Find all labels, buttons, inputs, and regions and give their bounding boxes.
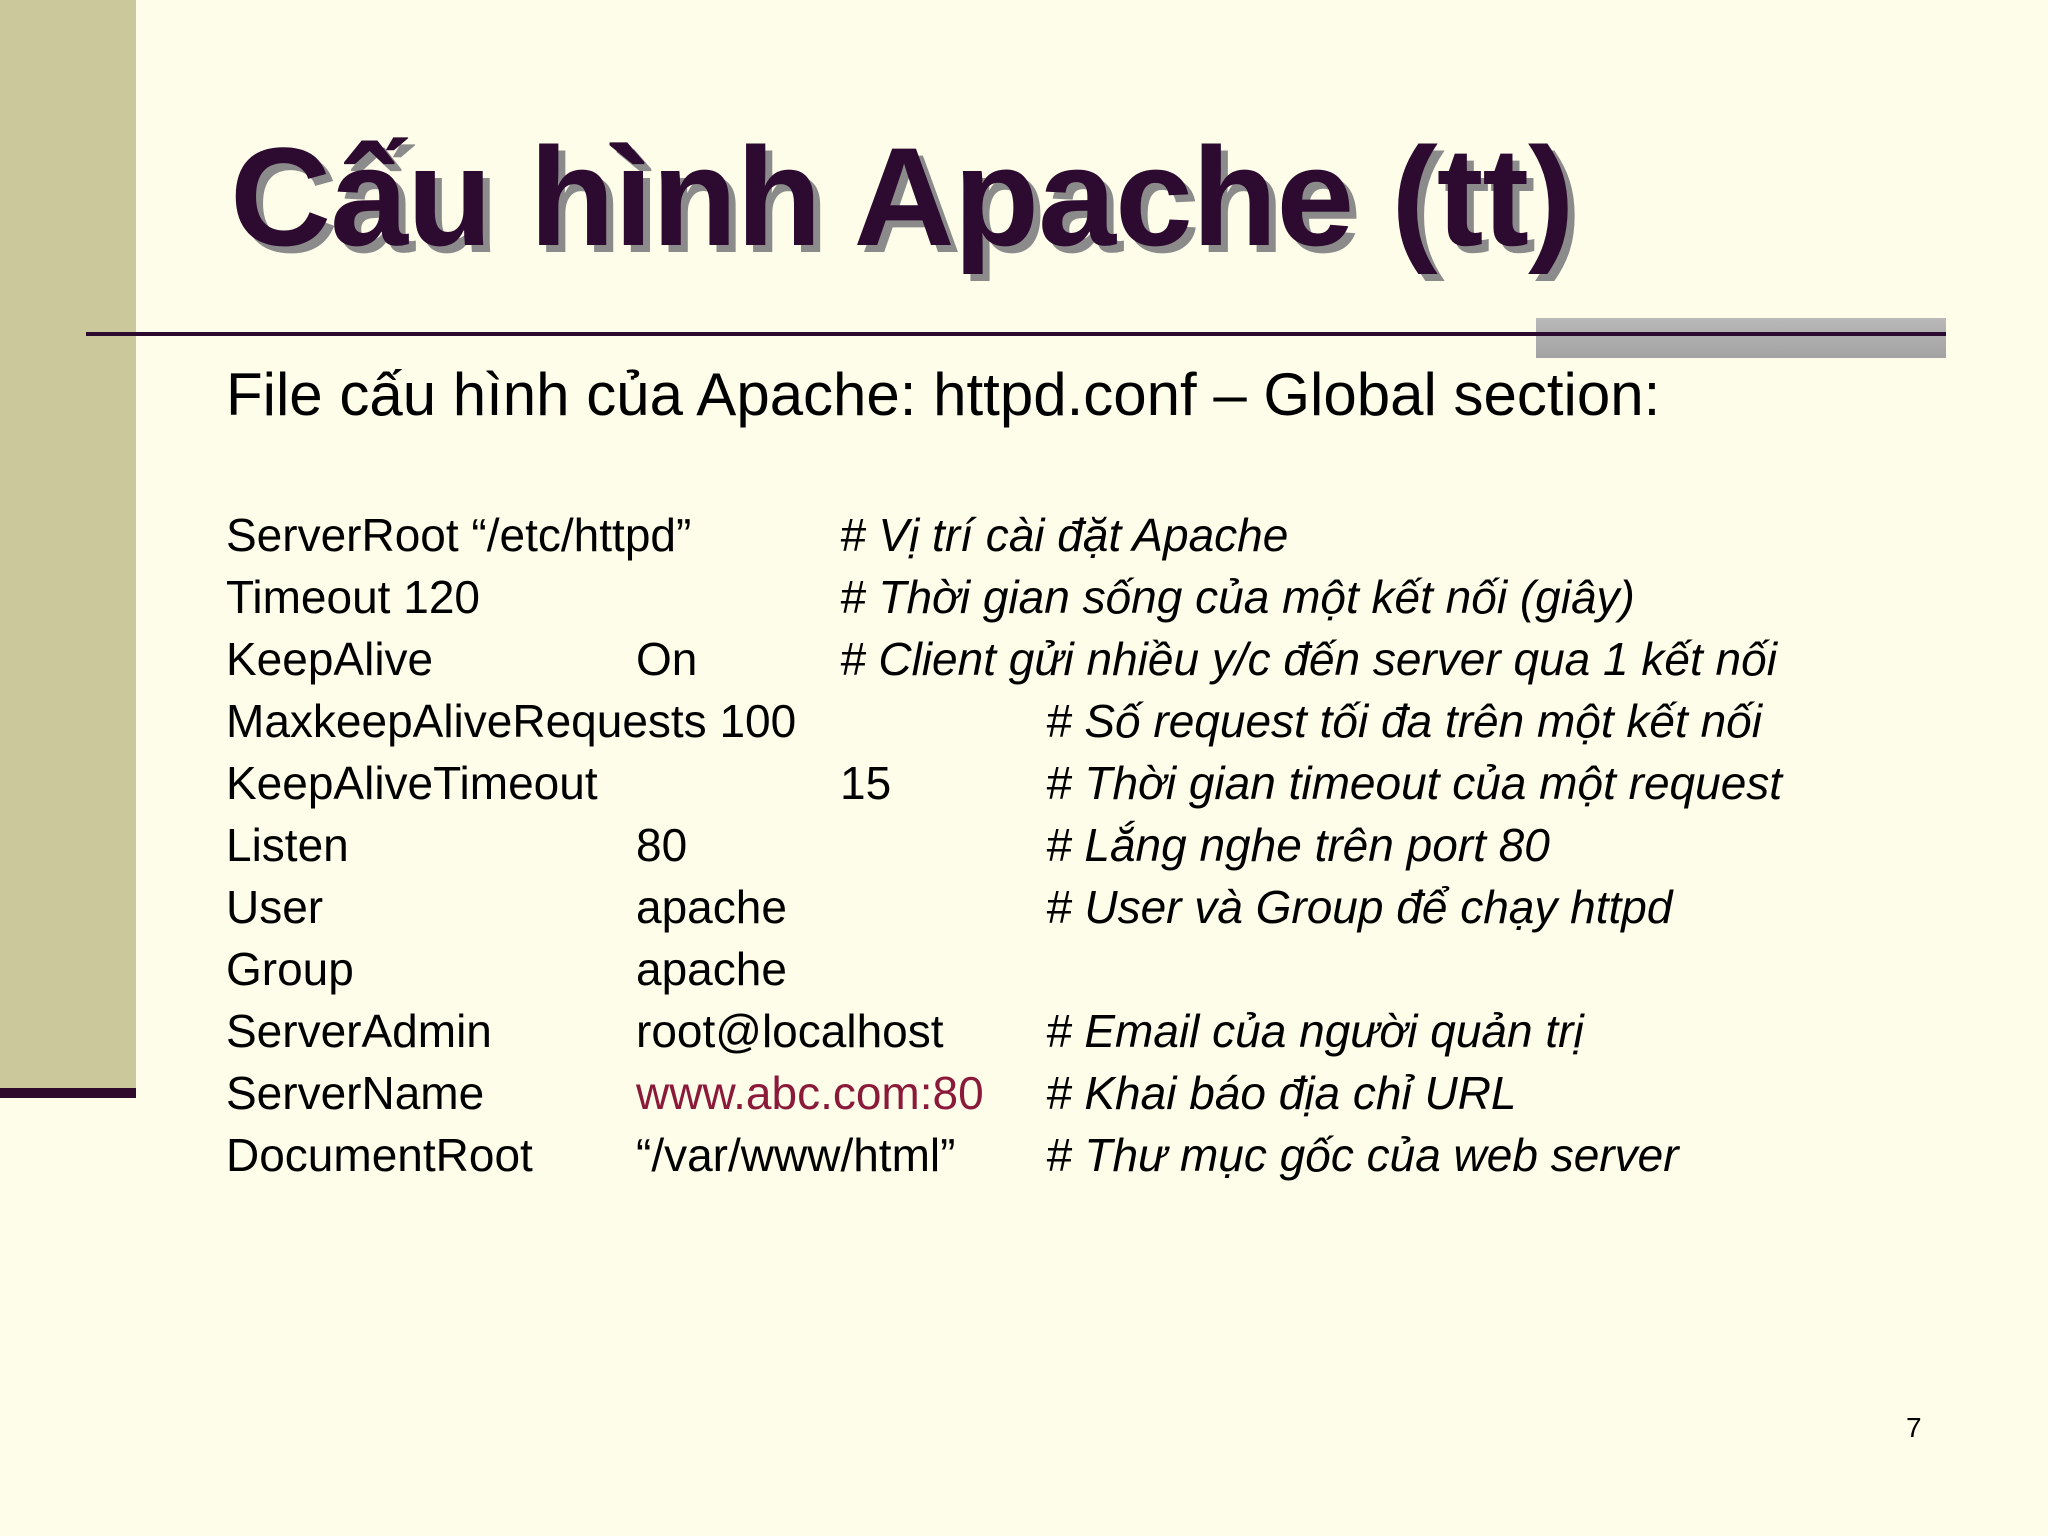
config-directive: Timeout 120 [226, 571, 480, 623]
title-divider-overlay [1536, 332, 1946, 336]
config-directive: ServerRoot “/etc/httpd” [226, 509, 692, 561]
config-value: 80 [636, 819, 688, 871]
config-comment: # Khai báo địa chỉ URL [1046, 1067, 1517, 1119]
config-value: apache [636, 943, 787, 995]
config-row-keepalive [226, 628, 1966, 690]
config-row-keepalivetimeout [226, 752, 1966, 814]
config-comment: # Lắng nghe trên port 80 [1046, 819, 1550, 871]
config-value: 15 [840, 757, 892, 809]
config-row-group [226, 938, 1966, 1000]
config-value: On [636, 633, 698, 685]
config-directive: ServerName [226, 1067, 485, 1119]
left-decorative-bar [0, 0, 136, 1090]
config-directive: MaxkeepAliveRequests 100 [226, 695, 797, 747]
config-row-timeout [226, 566, 1966, 628]
config-row-documentroot [226, 1124, 1966, 1186]
slide-subtitle: File cấu hình của Apache: httpd.conf – Global section: [226, 361, 1661, 428]
config-directive: User [226, 881, 324, 933]
config-comment: # Email của người quản trị [1046, 1005, 1584, 1057]
config-comment: # Client gửi nhiều y/c đến server qua 1 kết nối [840, 633, 1777, 685]
config-comment: # Thư mục gốc của web server [1046, 1129, 1679, 1181]
title-divider-shade [1536, 318, 1946, 358]
config-row-user [226, 876, 1966, 938]
config-row-listen [226, 814, 1966, 876]
left-bar-bottom-rule [0, 1088, 136, 1098]
config-comment: # Số request tối đa trên một kết nối [1046, 695, 1762, 747]
config-row-maxkeepaliverequests [226, 690, 1966, 752]
config-value: root@localhost [636, 1005, 944, 1057]
config-value: “/var/www/html” [636, 1129, 956, 1181]
config-directive: DocumentRoot [226, 1129, 533, 1181]
config-row-serverroot [226, 504, 1966, 566]
server-url-link[interactable]: www.abc.com:80 [636, 1067, 984, 1119]
config-row-servername [226, 1062, 1966, 1124]
config-comment: # Thời gian timeout của một request [1046, 757, 1783, 809]
config-directive: Group [226, 943, 354, 995]
config-comment: # Vị trí cài đặt Apache [840, 509, 1289, 561]
config-directive: ServerAdmin [226, 1005, 492, 1057]
config-row-serveradmin [226, 1000, 1966, 1062]
slide-number: 7 [1906, 1412, 1922, 1443]
config-directive: KeepAliveTimeout [226, 757, 598, 809]
config-value: apache [636, 881, 787, 933]
config-directive: KeepAlive [226, 633, 434, 685]
config-list [226, 504, 1966, 1186]
config-comment: # User và Group để chạy httpd [1046, 881, 1673, 933]
config-comment: # Thời gian sống của một kết nối (giây) [840, 571, 1635, 623]
config-directive: Listen [226, 819, 349, 871]
slide-title: Cấu hình Apache (tt) [230, 118, 1574, 275]
